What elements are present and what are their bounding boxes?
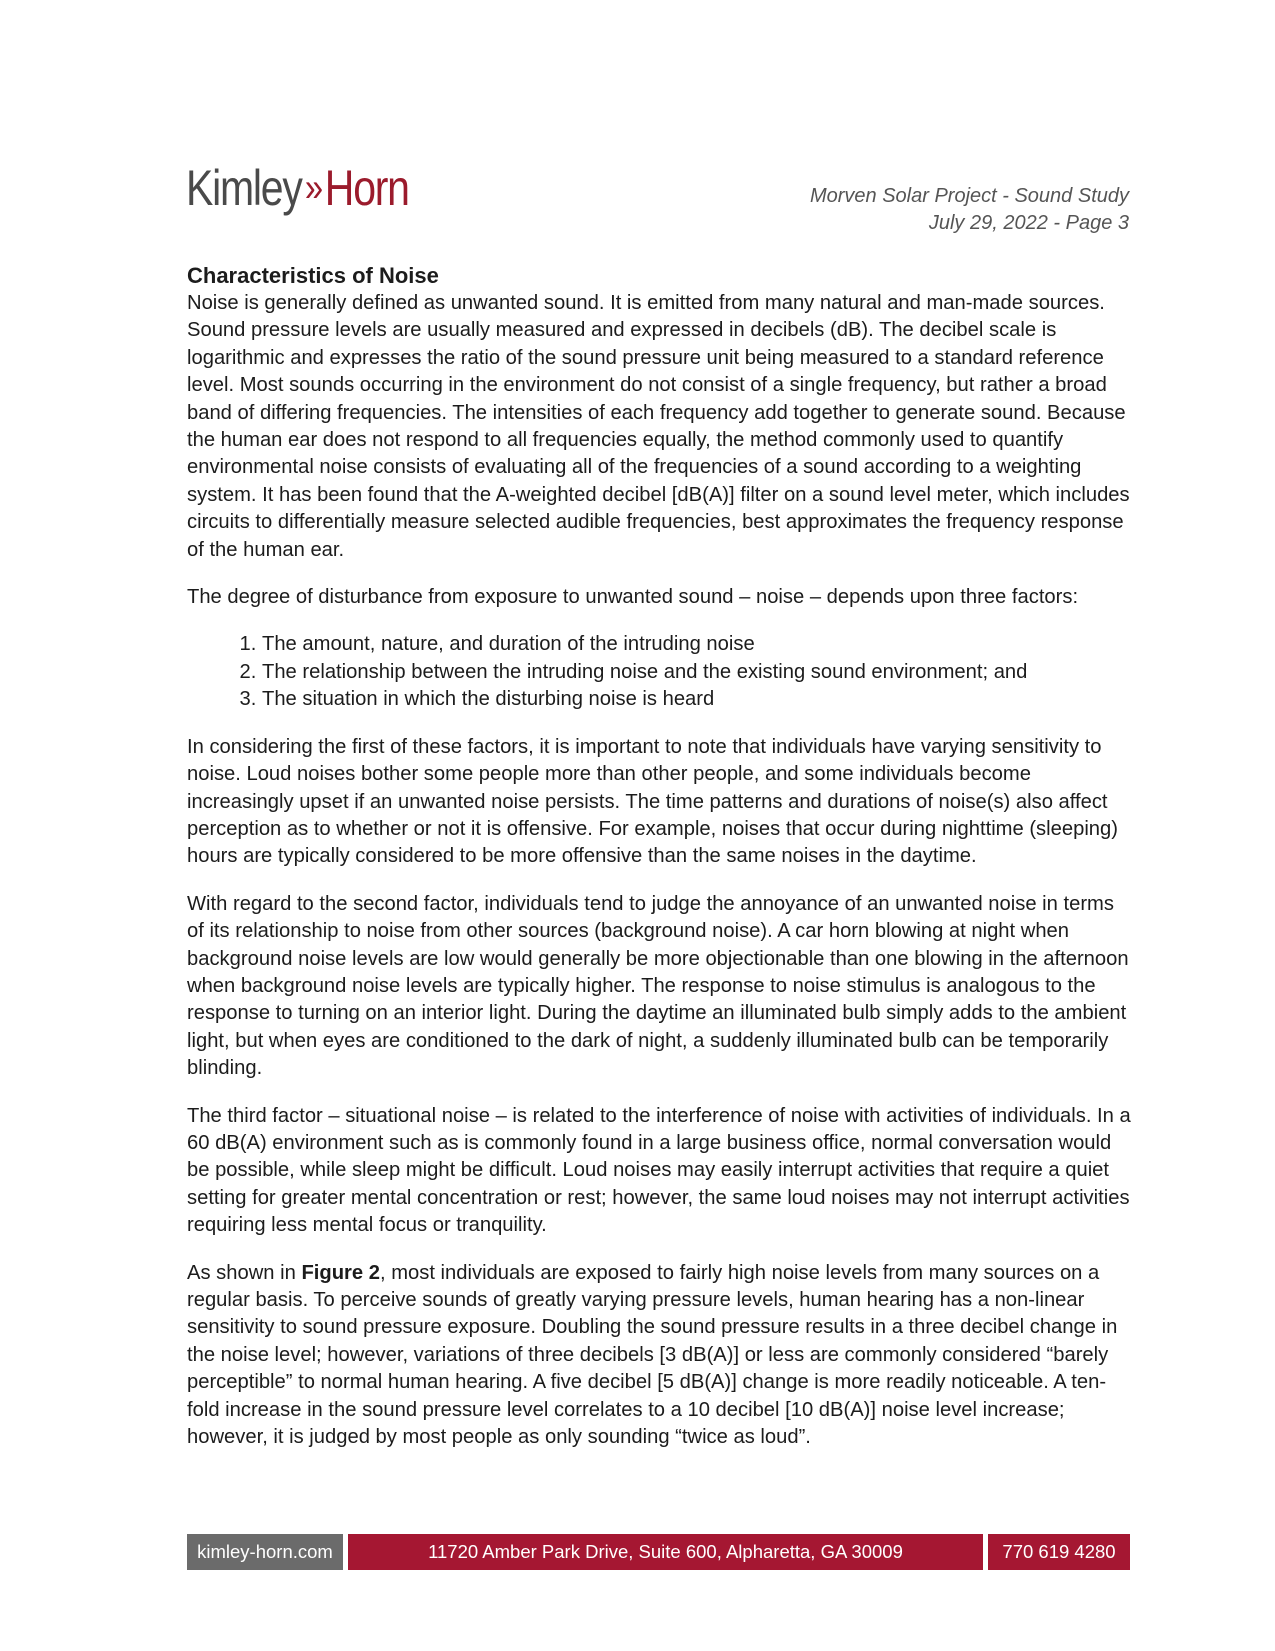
- figure-ref-prefix: As shown in: [187, 1261, 302, 1284]
- paragraph-noise-definition: Noise is generally defined as unwanted sound. It is emitted from many natural and man-made sources. Sound pressure levels are usually measured and expressed in decibels (dB). The decibel scale is logarithmic and expresses the ratio of the sound pressure unit being measured to a standard reference level. Most sounds occurring in the environment do not consist of a single frequency, but rather a broad band of differing frequencies. The intensities of each frequency add together to generate sound. Because the human ear does not respond to all frequencies equally, the method commonly used to quantify environmental noise consists of evaluating all of the frequencies of a sound according to a weighting system. It has been found that the A-weighted decibel [dB(A)] filter on a sound level meter, which includes circuits to differentially measure selected audible frequencies, best approximates the frequency response of the human ear.: [187, 292, 1130, 561]
- paragraph-first-factor: In considering the first of these factors, it is important to note that individuals have varying sensitivity to noise. Loud noises bother some people more than other people, and some individuals become increasingly upset if an unwanted noise persists. The time patterns and durations of noise(s) also affect perception as to whether or not it is offensive. For example, noises that occur during nighttime (sleeping) hours are typically considered to be more offensive than the same noises in the daytime.: [187, 735, 1118, 868]
- footer-phone: 770 619 4280: [988, 1534, 1130, 1570]
- paragraph-factors-intro: The degree of disturbance from exposure to unwanted sound – noise – depends upon three factors:: [187, 586, 1079, 609]
- factor-item: 3. The situation in which the disturbing noise is heard: [262, 686, 1132, 713]
- paragraph-third-factor: The third factor – situational noise – is related to the interference of noise with activities of individuals. In a 60 dB(A) environment such as is commonly found in a large business office, normal conversation would be possible, while sleep might be difficult. Loud noises may easily interrupt activities that require a quiet setting for greater mental concentration or rest; however, the same loud noises may not interrupt activities requiring less mental focus or tranquility.: [187, 1104, 1131, 1237]
- figure-ref-suffix: , most individuals are exposed to fairly high noise levels from many sources on a regular basis. To perceive sounds of greatly varying pressure levels, human hearing has a non-linear sensitivity to sound pressure exposure. Doubling the sound pressure results in a three decibel change in the noise level; however, variations of three decibels [3 dB(A)] or less are commonly considered “barely perceptible” to normal human hearing. A five decibel [5 dB(A)] change is more readily noticeable. A ten-fold increase in the sound pressure level correlates to a 10 decibel [10 dB(A)] noise level increase; however, it is judged by most people as only sounding “twice as loud”.: [187, 1261, 1118, 1449]
- company-logo: [186, 158, 409, 222]
- paragraph-second-factor: With regard to the second factor, individuals tend to judge the annoyance of an unwanted noise in terms of its relationship to noise from other sources (background noise). A car horn blowing at night when background noise levels are low would generally be more objectionable than one blowing in the afternoon when background noise levels are typically higher. The response to noise stimulus is analogous to the response to turning on an interior light. During the daytime an illuminated bulb simply adds to the ambient light, but when eyes are conditioned to the dark of night, a suddenly illuminated bulb can be temporarily blinding.: [187, 892, 1129, 1080]
- document-title: Morven Solar Project - Sound Study: [809, 185, 1129, 207]
- document-header: [810, 183, 1129, 237]
- document-date-page: July 29, 2022 - Page 3: [928, 212, 1129, 234]
- page-content: [187, 261, 1132, 1471]
- logo-horn: Horn: [324, 160, 409, 216]
- logo-kimley: Kimley: [186, 160, 302, 216]
- factor-item: 1. The amount, nature, and duration of the intruding noise: [262, 631, 1132, 658]
- factor-item: 2. The relationship between the intruding noise and the existing sound environment; and: [262, 659, 1132, 686]
- chevron-icon: »: [304, 166, 317, 210]
- page-footer: [187, 1534, 1130, 1570]
- figure-2-link[interactable]: Figure 2: [301, 1261, 380, 1284]
- footer-address: 11720 Amber Park Drive, Suite 600, Alpharetta, GA 30009: [348, 1534, 983, 1570]
- section-heading: Characteristics of Noise: [187, 263, 439, 288]
- paragraph-figure-reference: [187, 1260, 1132, 1452]
- footer-website[interactable]: kimley-horn.com: [187, 1534, 343, 1570]
- factors-list: [187, 631, 1132, 713]
